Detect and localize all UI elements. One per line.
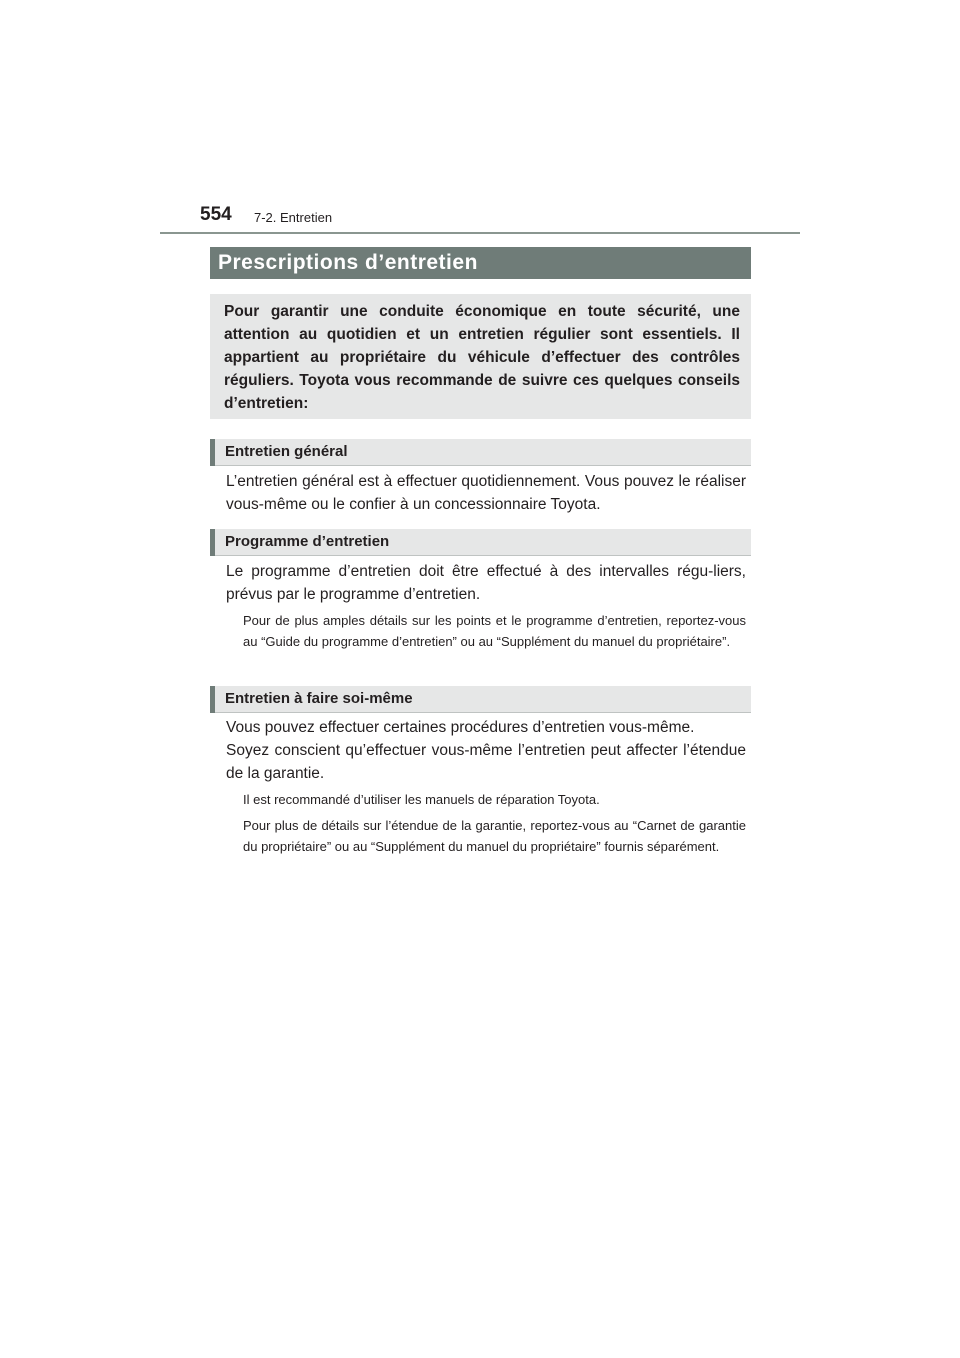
title-bar <box>210 247 751 279</box>
note-paragraph: Pour plus de détails sur l’étendue de la garantie, reportez-vous au “Carnet de garantie du propriétaire” ou au “Supplément du manuel du propriétaire” fournis séparément. <box>243 818 746 854</box>
body-paragraph: Le programme d’entretien doit être effectué à des intervalles régu-liers, prévus par le programme d’entretien. <box>226 563 746 603</box>
body-paragraph: Vous pouvez effectuer certaines procédures d’entretien vous-même. <box>226 719 695 736</box>
section-reference: 7-2. Entretien <box>254 210 333 225</box>
note-paragraph: Il est recommandé d’utiliser les manuels de réparation Toyota. <box>243 792 600 807</box>
page-number: 554 <box>200 204 232 225</box>
body-paragraph: L’entretien général est à effectuer quotidiennement. Vous pouvez le réaliser vous-même ou le confier à un concessionnaire Toyota. <box>226 473 746 513</box>
body-paragraph: Soyez conscient qu’effectuer vous-même l’entretien peut affecter l’étendue de la garantie. <box>226 742 746 782</box>
header-rule <box>160 232 800 234</box>
note-paragraph: Pour de plus amples détails sur les points et le programme d’entretien, reportez-vous au “Guide du programme d’entretien” ou au “Supplément du manuel du propriétaire”. <box>243 613 746 649</box>
subheading-label: Entretien à faire soi-même <box>225 690 413 707</box>
subheading-label: Programme d’entretien <box>225 533 390 550</box>
page-title: Prescriptions d’entretien <box>218 251 478 274</box>
intro-box <box>210 294 751 419</box>
subheading-label: Entretien général <box>225 443 348 460</box>
subheading-programme-entretien <box>210 529 751 556</box>
page-header <box>160 200 800 236</box>
subheading-entretien-general <box>210 439 751 466</box>
intro-text: Pour garantir une conduite économique en toute sécurité, une attention au quotidien et un entretien régulier sont essentiels. Il appartient au propriétaire du véhicule d’effectuer des contrôles réguliers. Toyota vous recommande de suivre ces quelques conseils d’entretien: <box>224 303 740 412</box>
subheading-entretien-soi-meme <box>210 686 751 713</box>
